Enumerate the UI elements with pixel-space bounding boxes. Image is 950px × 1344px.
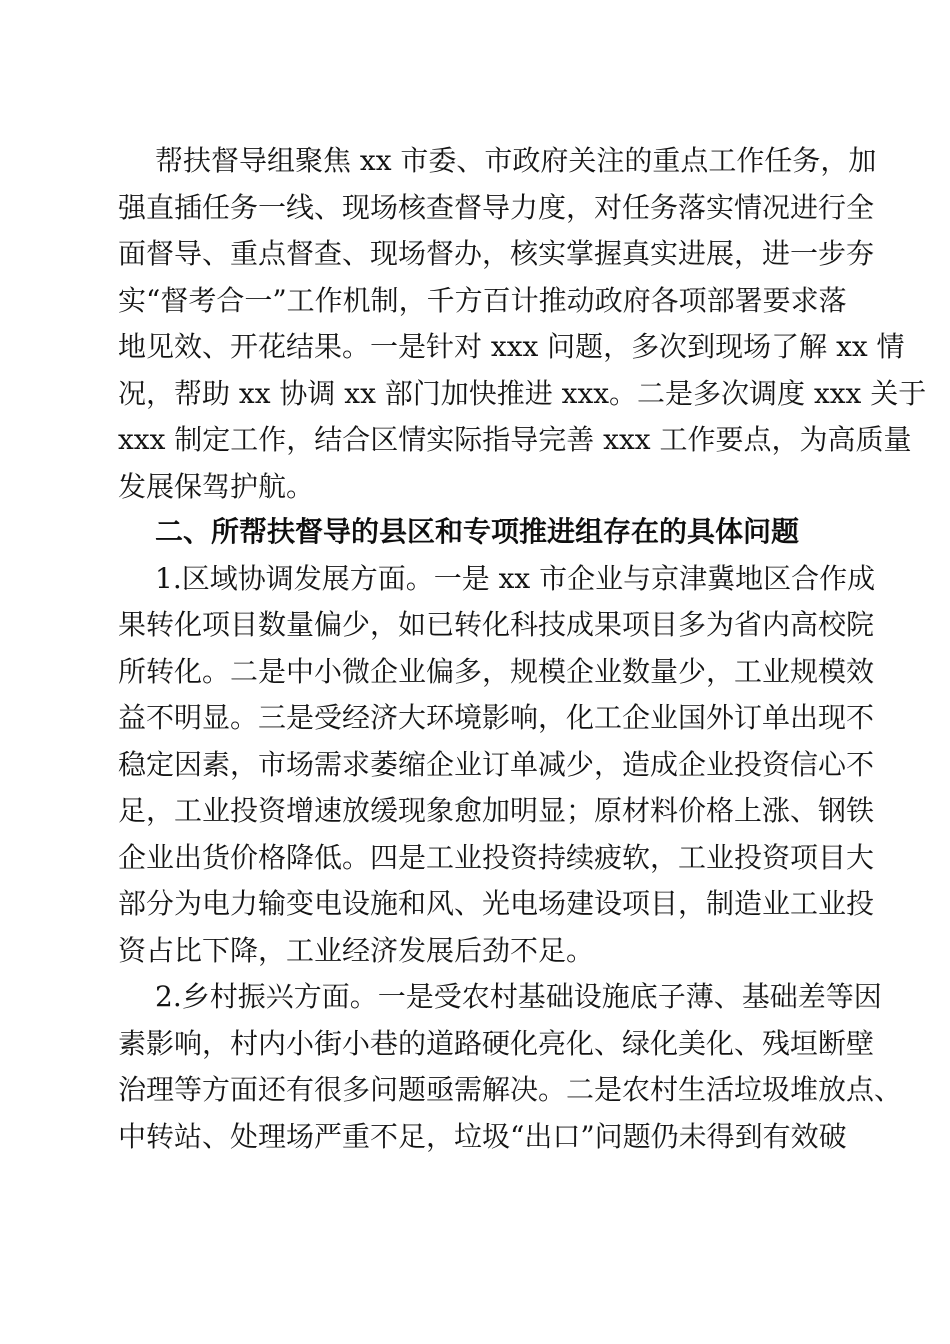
paragraph-2-line-8: 部分为电力输变电设施和风、光电场建设项目，制造业工业投 [118,887,875,920]
paragraph-3-line-1: 2.乡村振兴方面。一是受农村基础设施底子薄、基础差等因 [155,980,882,1013]
paragraph-2-line-9: 资占比下降，工业经济发展后劲不足。 [118,934,595,967]
paragraph-1-line-4: 实“督考合一”工作机制，千方百计推动政府各项部署要求落 [118,284,847,317]
paragraph-1-line-1: 帮扶督导组聚焦 xx 市委、市政府关注的重点工作任务，加 [155,144,877,177]
paragraph-1-line-6: 况，帮助 xx 协调 xx 部门加快推进 xxx。二是多次调度 xxx 关于 [118,377,927,410]
paragraph-2-line-1: 1.区域协调发展方面。一是 xx 市企业与京津冀地区合作成 [155,562,876,595]
paragraph-1-line-2: 强直插任务一线、现场核查督导力度，对任务落实情况进行全 [118,191,875,224]
paragraph-2-line-6: 足，工业投资增速放缓现象愈加明显；原材料价格上涨、钢铁 [118,794,875,827]
section-heading: 二、所帮扶督导的县区和专项推进组存在的具体问题 [155,515,800,548]
paragraph-1-line-5: 地见效、开花结果。一是针对 xxx 问题，多次到现场了解 xx 情 [118,330,905,363]
paragraph-2-line-7: 企业出货价格降低。四是工业投资持续疲软，工业投资项目大 [118,841,875,874]
paragraph-1-line-8: 发展保驾护航。 [118,470,315,503]
paragraph-3-line-4: 中转站、处理场严重不足，垃圾“出口”问题仍未得到有效破 [118,1120,847,1153]
paragraph-2-line-4: 益不明显。三是受经济大环境影响，化工企业国外订单出现不 [118,701,875,734]
paragraph-2-line-5: 稳定因素，市场需求萎缩企业订单减少，造成企业投资信心不 [118,748,875,781]
paragraph-2-line-2: 果转化项目数量偏少，如已转化科技成果项目多为省内高校院 [118,608,875,641]
paragraph-3-line-3: 治理等方面还有很多问题亟需解决。二是农村生活垃圾堆放点、 [118,1073,903,1106]
paragraph-2-line-3: 所转化。二是中小微企业偏多，规模企业数量少，工业规模效 [118,655,875,688]
paragraph-3-line-2: 素影响，村内小街小巷的道路硬化亮化、绿化美化、残垣断壁 [118,1027,875,1060]
paragraph-1-line-7: xxx 制定工作，结合区情实际指导完善 xxx 工作要点，为高质量 [118,423,912,456]
paragraph-1-line-3: 面督导、重点督查、现场督办，核实掌握真实进展，进一步夯 [118,237,875,270]
